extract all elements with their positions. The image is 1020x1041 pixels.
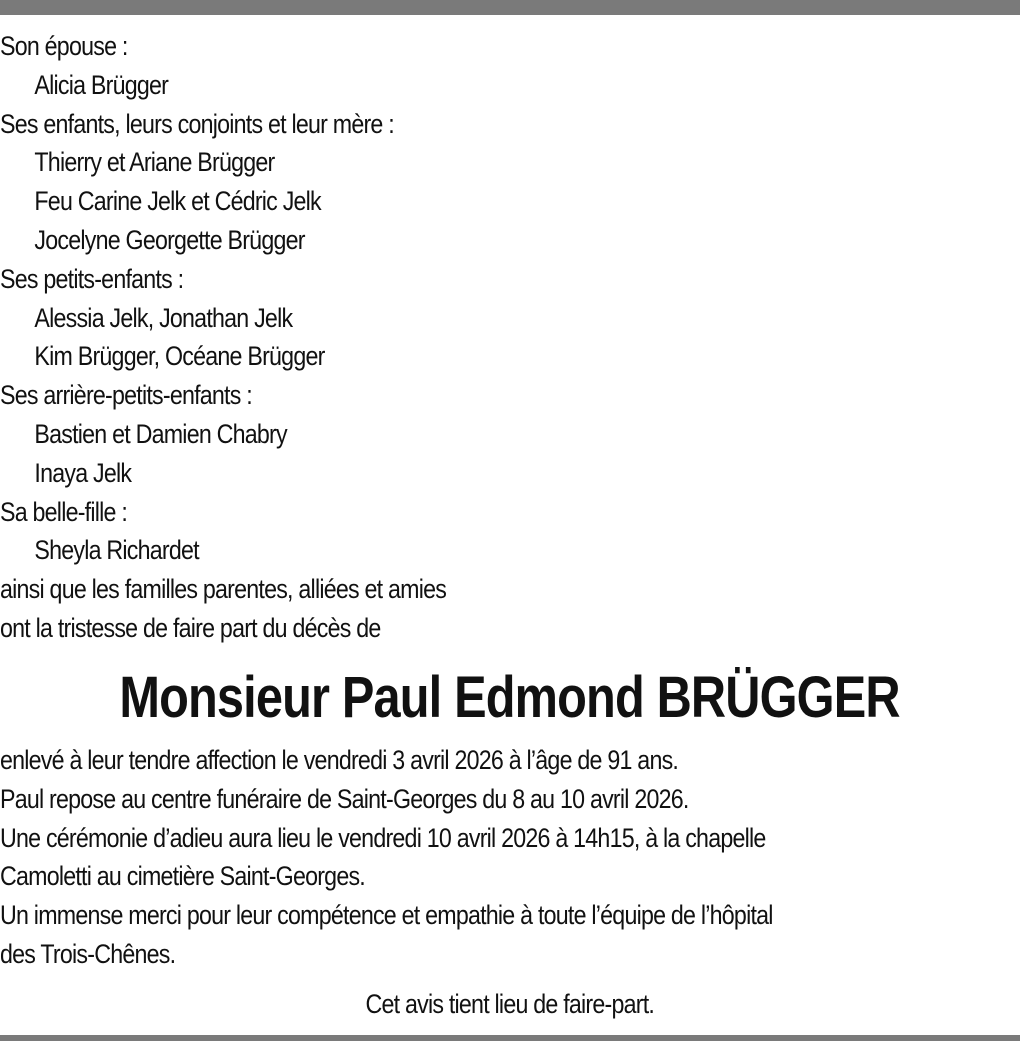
family-list <box>0 27 1020 648</box>
detail-line: Un immense merci pour leur compétence et empathie à toute l’équipe de l’hôpital <box>0 900 773 931</box>
others-line: ainsi que les familles parentes, alliées et amies <box>0 574 447 605</box>
daughter-in-law-name: Sheyla Richardet <box>34 535 199 566</box>
children-label: Ses enfants, leurs conjoints et leur mère : <box>0 108 394 139</box>
bottom-rule <box>0 1035 1020 1041</box>
deceased-name-heading <box>0 660 1020 736</box>
detail-line: Une cérémonie d’adieu aura lieu le vendredi 10 avril 2026 à 14h15, à la chapelle <box>0 822 766 853</box>
detail-line: des Trois-Chênes. <box>0 938 176 969</box>
child-name: Thierry et Ariane Brügger <box>34 147 275 178</box>
announcement-line: ont la tristesse de faire part du décès de <box>0 612 381 643</box>
deceased-name: Monsieur Paul Edmond BRÜGGER <box>119 665 901 730</box>
child-name: Feu Carine Jelk et Cédric Jelk <box>34 186 321 217</box>
spouse-name: Alicia Brügger <box>34 69 169 100</box>
great-grandchildren-label: Ses arrière-petits-enfants : <box>0 380 252 411</box>
daughter-in-law-label: Sa belle-fille : <box>0 496 128 527</box>
detail-line: Paul repose au centre funéraire de Saint-Georges du 8 au 10 avril 2026. <box>0 783 689 814</box>
child-name: Jocelyne Georgette Brügger <box>34 224 305 255</box>
footer-note-row <box>0 985 1020 1024</box>
grandchild-names: Alessia Jelk, Jonathan Jelk <box>34 302 293 333</box>
grandchildren-label: Ses petits-enfants : <box>0 263 184 294</box>
top-rule <box>0 0 1020 15</box>
detail-line: enlevé à leur tendre affection le vendredi 3 avril 2026 à l’âge de 91 ans. <box>0 745 679 775</box>
detail-line: Camoletti au cimetière Saint-Georges. <box>0 861 365 892</box>
spouse-label: Son épouse : <box>0 31 128 61</box>
great-grandchild-names: Bastien et Damien Chabry <box>34 418 287 449</box>
footer-note: Cet avis tient lieu de faire-part. <box>365 989 655 1019</box>
grandchild-names: Kim Brügger, Océane Brügger <box>34 341 325 372</box>
great-grandchild-names: Inaya Jelk <box>34 457 132 488</box>
details-block <box>0 741 1020 974</box>
